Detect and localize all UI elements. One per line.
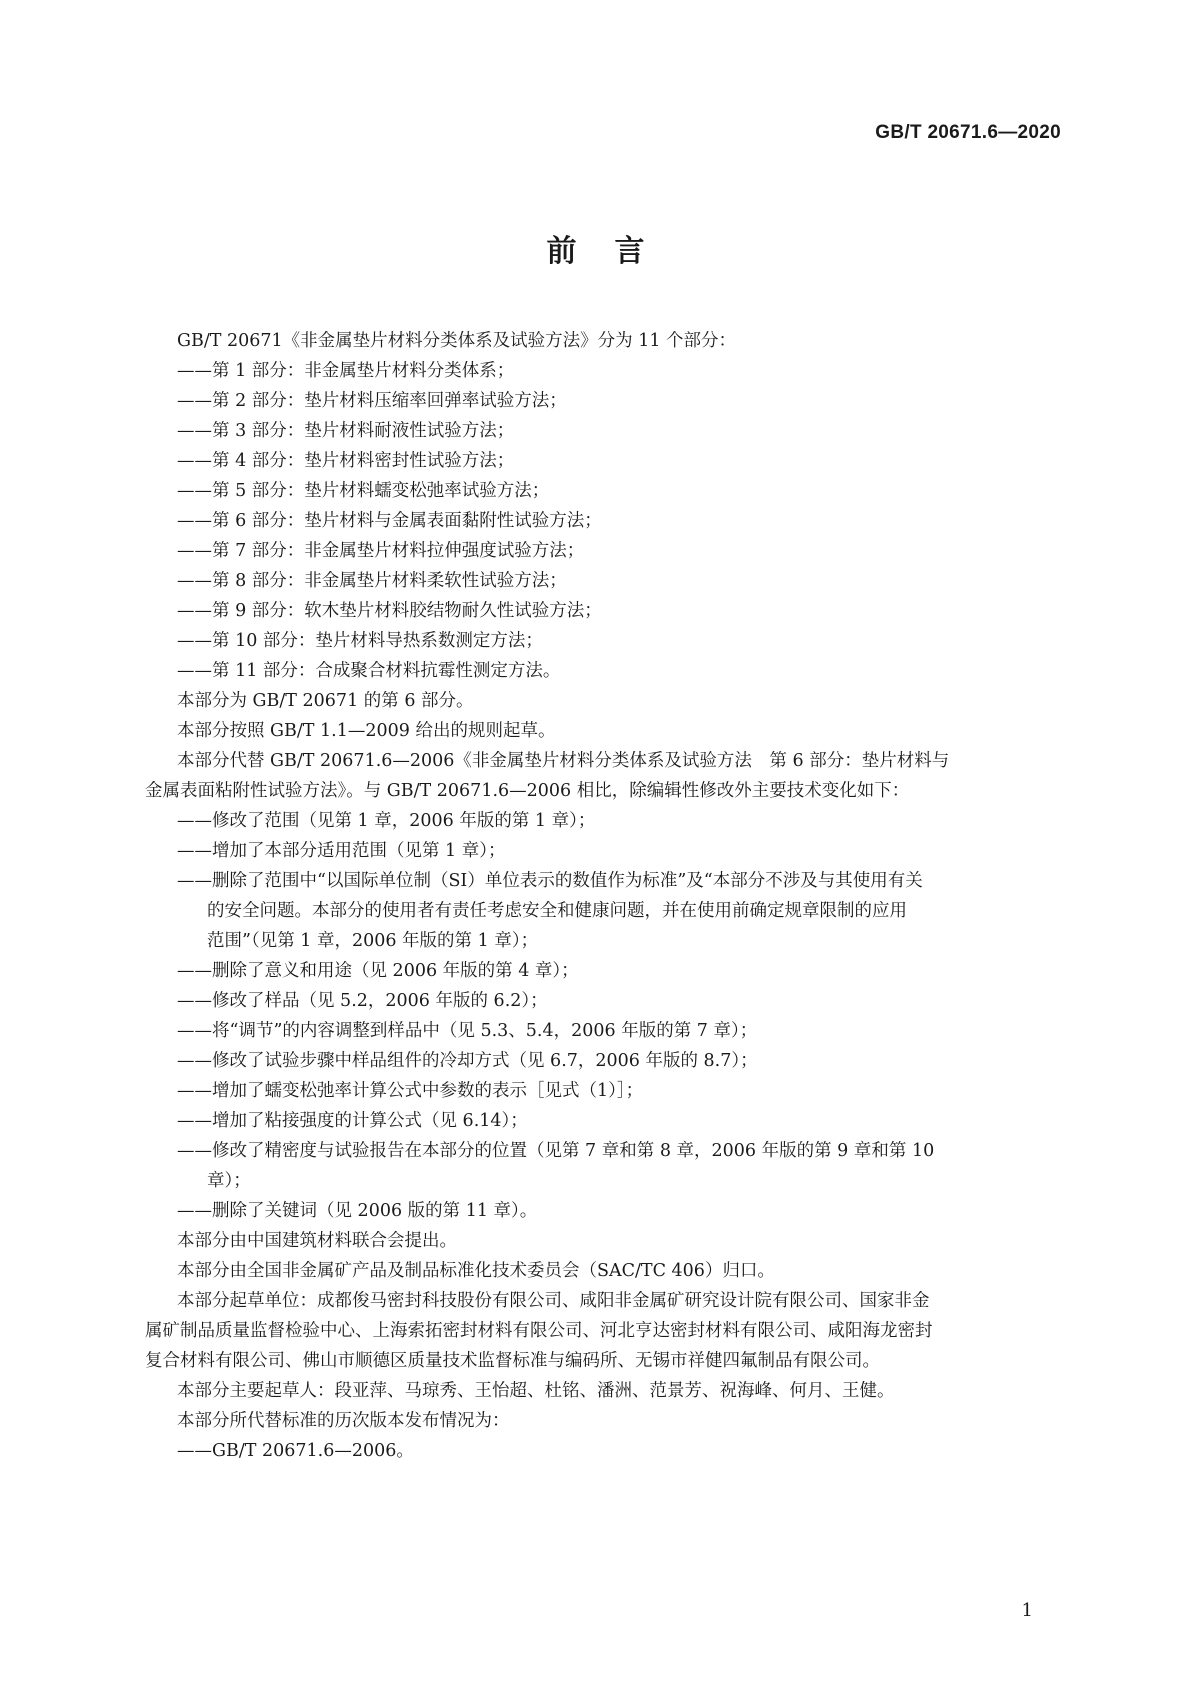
change-item: ——增加了粘接强度的计算公式（见 6.14）； [177, 1111, 528, 1131]
main-drafters: 本部分主要起草人：段亚萍、马琼秀、王怡超、杜铭、潘洲、范景芳、祝海峰、何月、王健。 [177, 1381, 895, 1401]
history-item: ——GB/T 20671.6—2006。 [177, 1441, 414, 1461]
change-item: ——增加了本部分适用范围（见第 1 章）； [177, 841, 506, 861]
drafting-units-cont: 属矿制品质量监督检验中心、上海索拓密封材料有限公司、河北亨达密封材料有限公司、咸阳海龙密封 [145, 1321, 933, 1341]
part-item: ——第 3 部分：垫片材料耐液性试验方法； [177, 421, 515, 441]
replacement-statement: 本部分代替 GB/T 20671.6—2006《非金属垫片材料分类体系及试验方法 第 6 部分：垫片材料与 [177, 751, 950, 771]
part-item: ——第 6 部分：垫片材料与金属表面黏附性试验方法； [177, 511, 602, 531]
change-item-cont: 的安全问题。本部分的使用者有责任考虑安全和健康问题，并在使用前确定规章限制的应用 [207, 901, 907, 921]
replacement-statement-cont: 金属表面粘附性试验方法》。与 GB/T 20671.6—2006 相比，除编辑性修改外主要技术变化如下： [145, 781, 910, 801]
part-item: ——第 9 部分：软木垫片材料胶结物耐久性试验方法； [177, 601, 602, 621]
change-item: ——将“调节”的内容调整到样品中（见 5.3、5.4，2006 年版的第 7 章）； [177, 1021, 758, 1041]
change-item: ——修改了范围（见第 1 章，2006 年版的第 1 章）； [177, 811, 596, 831]
intro-paragraph: GB/T 20671《非金属垫片材料分类体系及试验方法》分为 11 个部分： [177, 331, 737, 351]
drafting-units: 本部分起草单位：成都俊马密封科技股份有限公司、咸阳非金属矿研究设计院有限公司、国家非金 [177, 1291, 930, 1311]
change-item: ——删除了关键词（见 2006 版的第 11 章）。 [177, 1201, 538, 1221]
centralized-by: 本部分由全国非金属矿产品及制品标准化技术委员会（SAC/TC 406）归口。 [177, 1261, 775, 1281]
page-number: 1 [1021, 1600, 1033, 1621]
change-item: ——删除了意义和用途（见 2006 年版的第 4 章）； [177, 961, 579, 981]
change-item: ——修改了试验步骤中样品组件的冷却方式（见 6.7，2006 年版的 8.7）； [177, 1051, 758, 1071]
change-item: ——修改了样品（见 5.2，2006 年版的 6.2）； [177, 991, 548, 1011]
part-item: ——第 1 部分：非金属垫片材料分类体系； [177, 361, 515, 381]
part-statement: 本部分为 GB/T 20671 的第 6 部分。 [177, 691, 474, 711]
drafting-units-cont: 复合材料有限公司、佛山市顺德区质量技术监督标准与编码所、无锡市祥健四氟制品有限公司。 [145, 1351, 880, 1371]
change-item-cont: 范围”（见第 1 章，2006 年版的第 1 章）； [207, 931, 539, 951]
part-item: ——第 10 部分：垫片材料导热系数测定方法； [177, 631, 543, 651]
part-item: ——第 11 部分：合成聚合材料抗霉性测定方法。 [177, 661, 561, 681]
part-item: ——第 2 部分：垫片材料压缩率回弹率试验方法； [177, 391, 567, 411]
page-title: 前言 [546, 234, 683, 269]
part-item: ——第 4 部分：垫片材料密封性试验方法； [177, 451, 515, 471]
change-item: ——修改了精密度与试验报告在本部分的位置（见第 7 章和第 8 章，2006 年版的第 9 章和第 10 [177, 1141, 935, 1161]
history-intro: 本部分所代替标准的历次版本发布情况为： [177, 1411, 510, 1431]
part-item: ——第 8 部分：非金属垫片材料柔软性试验方法； [177, 571, 567, 591]
part-item: ——第 5 部分：垫片材料蠕变松弛率试验方法； [177, 481, 550, 501]
change-item: ——删除了范围中“以国际单位制（SI）单位表示的数值作为标准”及“本部分不涉及与其使用有关 [177, 871, 923, 891]
change-item-cont: 章）； [207, 1171, 251, 1191]
change-item: ——增加了蠕变松弛率计算公式中参数的表示［见式（1）］； [177, 1081, 644, 1101]
proposed-by: 本部分由中国建筑材料联合会提出。 [177, 1231, 457, 1251]
part-item: ——第 7 部分：非金属垫片材料拉伸强度试验方法； [177, 541, 585, 561]
rules-statement: 本部分按照 GB/T 1.1—2009 给出的规则起草。 [177, 721, 556, 741]
standard-code: GB/T 20671.6—2020 [875, 122, 1061, 143]
